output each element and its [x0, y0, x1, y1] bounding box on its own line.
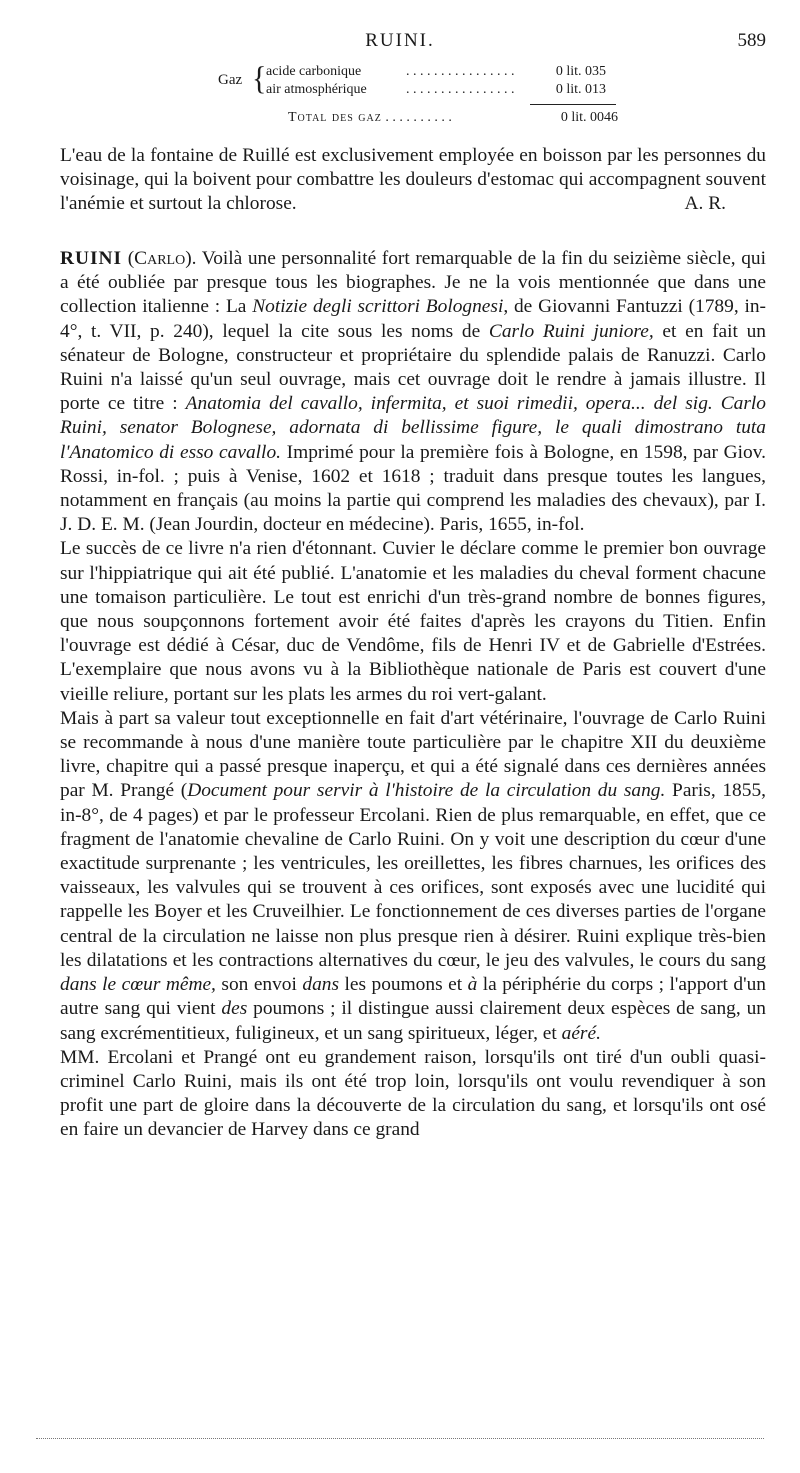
- paragraph-fontaine: [60, 144, 766, 217]
- text-run: et en fait un sénateur de Bologne, constructeur et propriétaire du splendide palais de Ranuzzi. Carlo Ruini n'a laissé qu'un seul ouvrage, mais cet ouvrage doit le rendre à jamais illustre. Il porte ce titre :: [60, 320, 766, 415]
- brace-icon: {: [252, 60, 267, 97]
- italic-book-title: Anatomia del cavallo, infermita, et suoi rimedii, opera... del sig. Carlo Ruini, senator Bolognese, adornata di bellissime figure, le quali dimostrano tuta l'Anatomico di esso cavallo.: [60, 393, 766, 463]
- body-text: [60, 144, 766, 217]
- total-value: 0 lit. 0046: [560, 110, 618, 125]
- paragraph-chapitre: [60, 707, 766, 1046]
- italic-title: Notizie degli scrittori Bolognesi: [252, 296, 504, 318]
- gas-value: 0 lit. 035: [555, 64, 606, 79]
- text-run: son envoi: [215, 974, 303, 996]
- entry-ruini: [60, 247, 766, 1143]
- italic-run: des: [221, 998, 248, 1020]
- leader-dots: . . . . . . . . . . . . . . . .: [406, 82, 515, 97]
- gas-label: Gaz: [218, 72, 243, 88]
- italic-run: à: [467, 974, 478, 996]
- italic-run: aéré.: [561, 1022, 601, 1044]
- gas-name: acide carbonique: [266, 64, 362, 79]
- text-run: Paris, 1855, in-8°, de 4 pages) et par le professeur Ercolani. Rien de plus remarquable, en effet, que ce fragment de l'anatomie chevaline de Carlo Ruini. On y voit une description du cœur d'une exactitude surprenante ; les ventricules, les oreillettes, les fibres charnues, les orifices des vaisseaux, les valvules qui se trouvent à ces orifices, sont exposés avec une lucidité qui rappelle les Boyer et les Cruveilhier. Le fonctionnement de ces diverses parties de l'organe central de la circulation ne laisse non plus presque rien à désirer. Ruini explique très-bien les dilatations et les contractions alternatives du cœur, le jeu des valvules, le cours du sang: [60, 780, 766, 971]
- running-title: RUINI.: [365, 30, 435, 51]
- entry-forename: (Carlo).: [127, 248, 197, 269]
- text-run: Voilà une personnalité fort remarquable de la fin du seizième siècle, qui a été oubliée par presque tous les biographes. Je ne la vois mentionnée que dans une collection italienne : La: [60, 248, 766, 318]
- author-signature: A. R.: [684, 193, 726, 215]
- leader-dots: . . . . . . . . . .: [385, 110, 452, 125]
- gas-value: 0 lit. 013: [555, 82, 606, 97]
- paragraph-entry: [60, 247, 766, 537]
- paragraph-text: Le succès de ce livre n'a rien d'étonnant. Cuvier le déclare comme le premier bon ouvrage sur l'hippiatrique qui ait été publié. L'anatomie et les maladies du cheval forment chacune une tomaison particulière. Le tout est enrichi d'un très-grand nombre de bonnes figures, que nous soupçonnons fortement avoir été faites d'après les crayons du Titien. Enfin l'ouvrage est dédié à César, duc de Vendôme, fils de Henri IV et de Gabrielle d'Estrées. L'exemplaire que nous avons vu à la Bibliothèque nationale de Paris est couvert d'une vieille reliure, portant sur les plats les armes du roi vert-galant.: [60, 538, 766, 705]
- paragraph-text: MM. Ercolani et Prangé ont eu grandement raison, lorsqu'ils ont tiré d'un oubli quasi-criminel Carlo Ruini, mais ils ont été trop loin, lorsqu'ils ont voulu revendiquer à son profit une part de gloire dans la découverte de la circulation du sang, et lorsqu'ils ont osé en faire un devancier de Harvey dans ce grand: [60, 1046, 766, 1141]
- sum-rule: [530, 104, 616, 105]
- italic-run: dans le cœur même,: [60, 974, 216, 996]
- text-run: la périphérie du corps ; l'apport d'un autre sang qui vient: [60, 974, 766, 1020]
- total-label: Total des gaz: [288, 110, 382, 125]
- paragraph-ercolani: [60, 1046, 766, 1143]
- italic-name: Carlo Ruini juniore,: [488, 320, 654, 342]
- text-run: , de Giovanni Fantuzzi (1789, in-4°, t. VII, p. 240), lequel la cite sous les noms de: [60, 296, 766, 342]
- page-number: 589: [737, 30, 766, 51]
- text-run: Imprimé pour la première fois à Bologne, en 1598, par Giov. Rossi, in-fol. ; puis à Venise, 1602 et 1618 ; traduit dans presque toutes les langues, notamment en français (au moins la partie qui comprend les maladies des chevaux), par I. J. D. E. M. (Jean Jourdin, docteur en médecine). Paris, 1655, in-fol.: [60, 441, 766, 536]
- gas-name: air atmosphérique: [266, 82, 367, 97]
- gas-total-row: [288, 110, 618, 126]
- running-head: [0, 30, 800, 52]
- entry-headword: RUINI: [60, 248, 123, 269]
- paragraph-text: L'eau de la fontaine de Ruillé est exclusivement employée en boisson par les personnes du voisinage, qui la boivent pour combattre les douleurs d'estomac qui accompagnent souvent l'anémie et surtout la chlorose.: [60, 145, 766, 215]
- italic-title: Document pour servir à l'histoire de la circulation du sang.: [187, 780, 666, 802]
- gas-row: [266, 64, 606, 82]
- leader-dots: . . . . . . . . . . . . . . . .: [406, 64, 515, 79]
- paragraph-succes: [60, 537, 766, 706]
- footer-rule: [36, 1438, 764, 1439]
- text-run: les poumons et: [339, 974, 468, 996]
- text-run: Mais à part sa valeur tout exceptionnelle en fait d'art vétérinaire, l'ouvrage de Carlo Ruini se recommande à nous d'une manière toute particulière par le chapitre XII du deuxième livre, chapitre qui a passé presque inaperçu, et qui a été signalé dans ces dernières années par M. Prangé (: [60, 707, 766, 802]
- gas-row: [266, 82, 606, 100]
- text-run: poumons ; il distingue aussi clairement deux espèces de sang, un sang excrémentitieux, fuligineux, et un sang spiritueux, léger, et: [60, 998, 766, 1044]
- italic-run: dans: [302, 974, 340, 996]
